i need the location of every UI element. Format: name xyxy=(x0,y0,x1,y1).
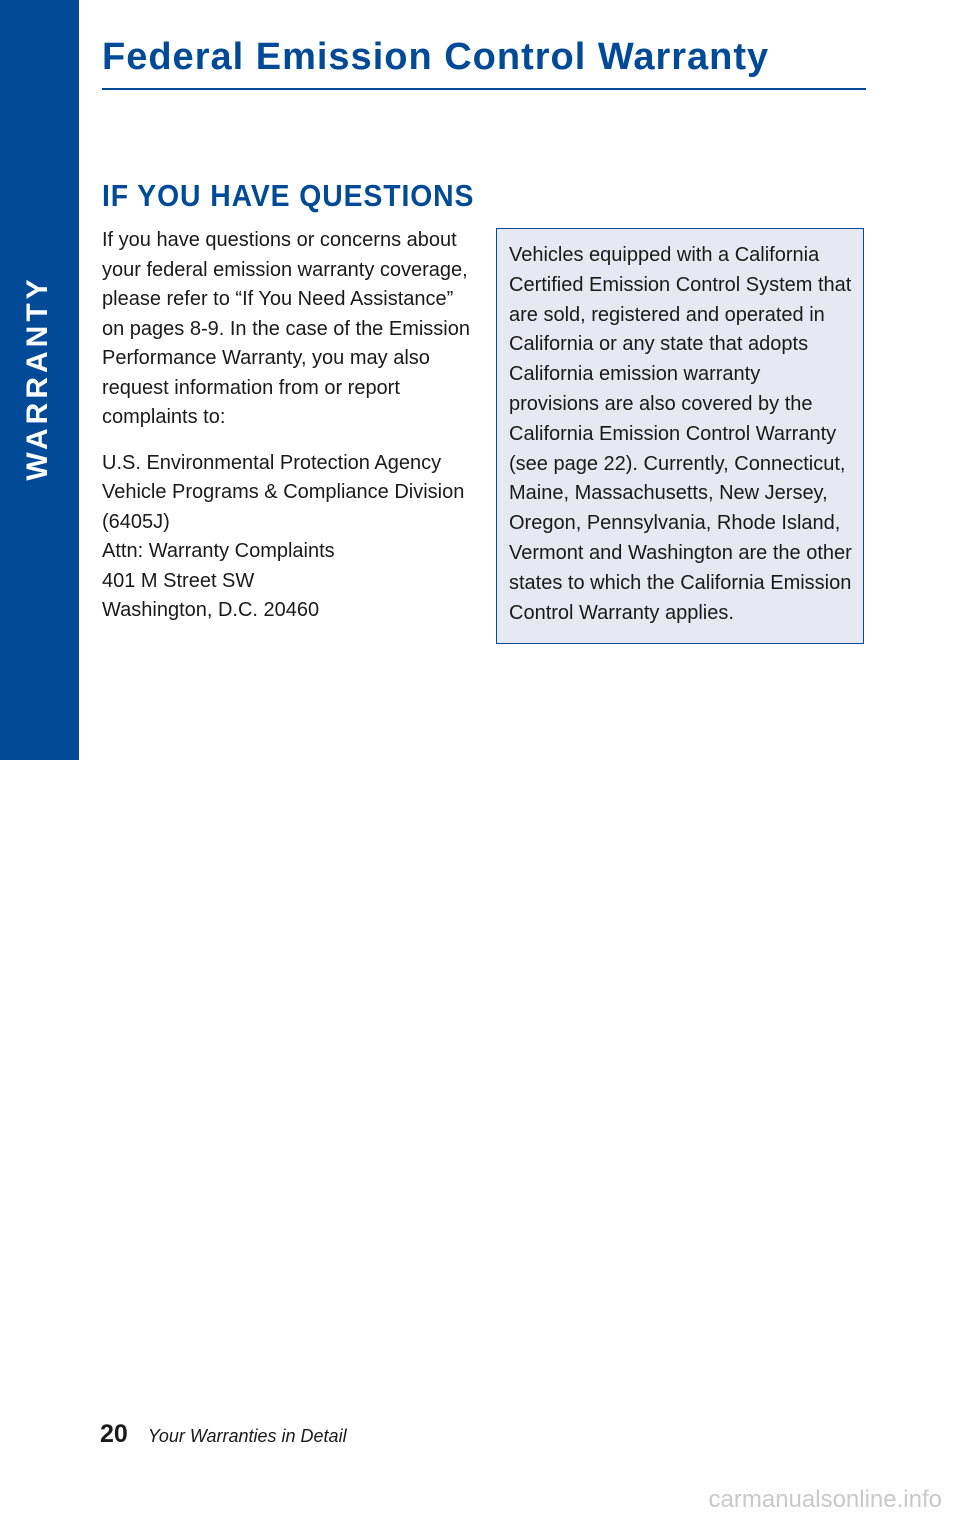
address-line: Washington, D.C. 20460 xyxy=(102,599,320,621)
epa-address xyxy=(102,449,474,626)
intro-paragraph: If you have questions or concerns about your federal emission warranty coverage, please refer to “If You Need Assistance” on pages 8-9. In the case of the Emission Performance Warranty, you may also request information from or report complaints to: xyxy=(102,229,470,428)
address-line: U.S. Environmental Protection Agency xyxy=(102,451,442,474)
side-tab-label: WARRANTY xyxy=(21,275,54,481)
watermark: carmanualsonline.info xyxy=(708,1486,942,1513)
left-column xyxy=(102,226,474,626)
page-footer xyxy=(100,1420,347,1449)
address-line: (6405J) xyxy=(102,510,170,533)
section-heading: IF YOU HAVE QUESTIONS xyxy=(102,178,475,213)
address-line: Vehicle Programs & Compliance Division xyxy=(102,481,465,503)
page-title: Federal Emission Control Warranty xyxy=(102,36,770,78)
address-line: 401 M Street SW xyxy=(102,569,255,592)
footer-section-title: Your Warranties in Detail xyxy=(147,1426,347,1446)
title-divider xyxy=(102,88,866,90)
side-tab xyxy=(0,0,79,760)
address-line: Attn: Warranty Complaints xyxy=(102,540,335,562)
callout-text: Vehicles equipped with a California Certified Emission Control System that are sold, registered and operated in California or any state that adopts California emission warranty provisions are also covered by the California Emission Control Warranty (see page 22). Currently, Connecticut, Maine, Massachusetts, New Jersey, Oregon, Pennsylvania, Rhode Island, Vermont and Washington are the other states to which the California Emission Control Warranty applies. xyxy=(509,244,852,624)
page-number: 20 xyxy=(100,1420,128,1448)
california-callout-box xyxy=(496,228,864,644)
